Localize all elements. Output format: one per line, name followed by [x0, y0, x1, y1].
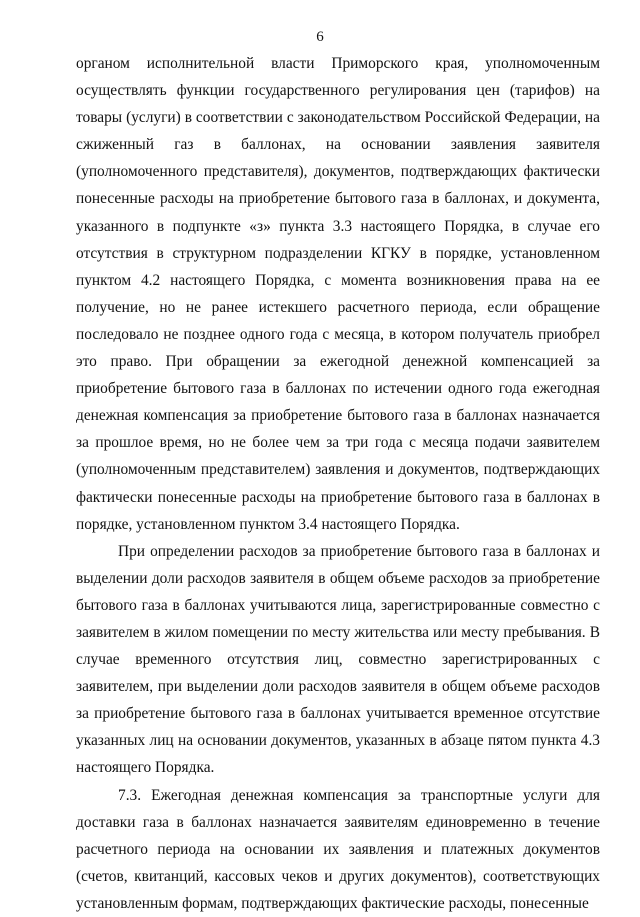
- page-number: 6: [316, 29, 324, 45]
- paragraph-continuation: органом исполнительной власти Приморского края, уполномоченным осуществлять функции государственного регулирования цен (тарифов) на товары (услуги) в соответствии с законодательством Российской Федерации, на сжиженный газ в баллонах, на основании заявления заявителя (уполномоченного представителя), документов, подтверждающих фактически понесенные расходы на приобретение бытового газа в баллонах, и документа, указанного в подпункте «з» пункта 3.3 настоящего Порядка, в случае его отсутствия в структурном подразделении КГКУ в порядке, установленном пунктом 4.2 настоящего Порядка, с момента возникновения права на ее получение, но не ранее истекшего расчетного периода, если обращение последовало не позднее одного года с месяца, в котором получатель приобрел это право. При обращении за ежегодной денежной компенсацией за приобретение бытового газа в баллонах по истечении одного года ежегодная денежная компенсация за приобретение бытового газа в баллонах назначается за прошлое время, но не более чем за три года с месяца подачи заявителем (уполномоченным представителем) заявления и документов, подтверждающих фактически понесенные расходы на приобретение бытового газа в баллонах в порядке, установленном пунктом 3.4 настоящего Порядка.: [76, 55, 600, 533]
- paragraph-7-3: 7.3. Ежегодная денежная компенсация за транспортные услуги для доставки газа в баллонах назначается заявителям единовременно в течение расчетного периода на основании их заявления и платежных документов (счетов, квитанций, кассовых чеков и других документов), соответствующих установленным формам, подтверждающих фактические расходы, понесенные: [76, 786, 600, 912]
- document-body: [76, 50, 600, 917]
- paragraph-expense-calculation: При определении расходов за приобретение бытового газа в баллонах и выделении доли расходов заявителя в общем объеме расходов за приобретение бытового газа в баллонах учитываются лица, зарегистрированные совместно с заявителем в жилом помещении по месту жительства или месту пребывания. В случае временного отсутствия лиц, совместно зарегистрированных с заявителем, при выделении доли расходов заявителя в общем объеме расходов за приобретение бытового газа в баллонах учитывается временное отсутствие указанных лиц на основании документов, указанных в абзаце пятом пункта 4.3 настоящего Порядка.: [76, 542, 600, 777]
